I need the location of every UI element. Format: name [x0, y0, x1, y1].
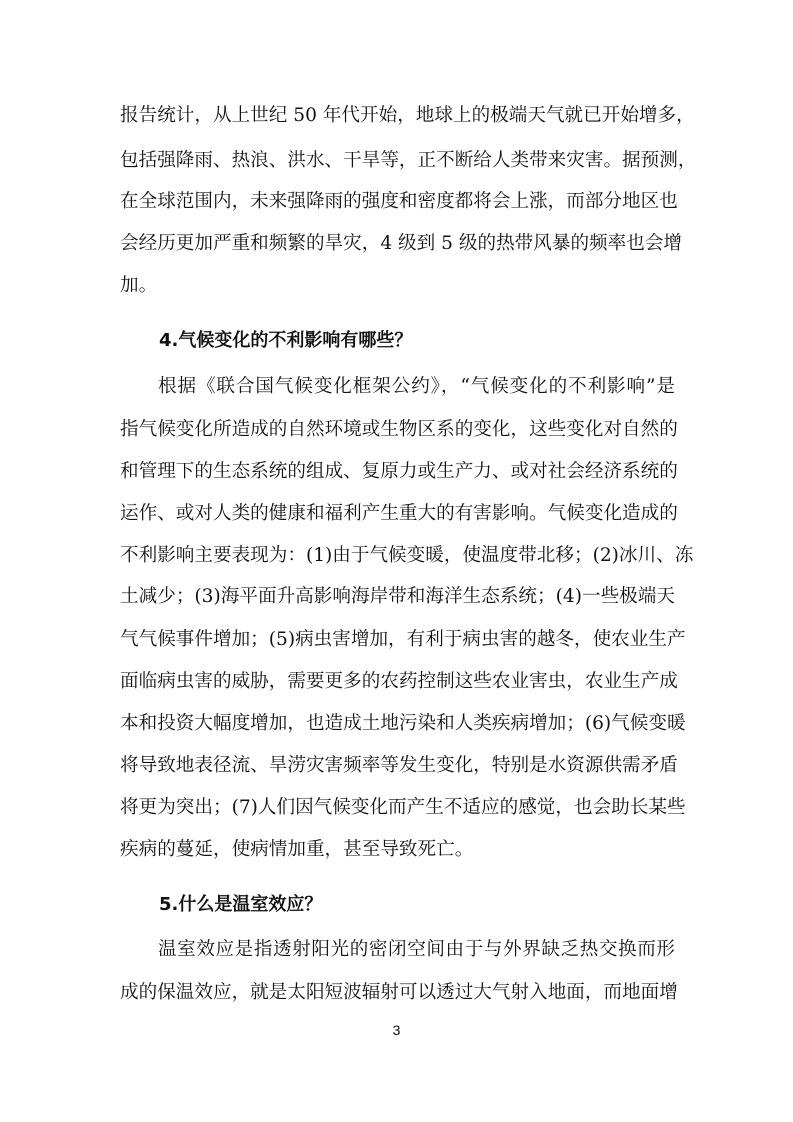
paragraph-line: 疾病的蔓延，使病情加重，甚至导致死亡。	[120, 839, 474, 860]
paragraph-line: 成的保温效应，就是太阳短波辐射可以透过大气射入地面，而地面增	[120, 982, 678, 1003]
section-heading: 5.什么是温室效应？	[159, 894, 323, 915]
paragraph-line: 报告统计，从上世纪 50 年代开始，地球上的极端天气就已开始增多，	[120, 105, 695, 126]
paragraph-line: 面临病虫害的威胁，需要更多的农药控制这些农业害虫，农业生产成	[120, 671, 678, 692]
paragraph-line: 指气候变化所造成的自然环境或生物区系的变化，这些变化对自然的	[120, 419, 678, 440]
paragraph-line: 根据《联合国气候变化框架公约》，“气候变化的不利影响”是	[158, 376, 675, 397]
paragraph-line: 会经历更加严重和频繁的旱灾，4 级到 5 级的热带风暴的频率也会增	[120, 233, 683, 254]
paragraph-line: 和管理下的生态系统的组成、复原力或生产力、或对社会经济系统的	[120, 461, 678, 482]
paragraph-line: 运作、或对人类的健康和福利产生重大的有害影响。气候变化造成的	[120, 503, 678, 524]
paragraph-line: 不利影响主要表现为：(1)由于气候变暖，使温度带北移；(2)冰川、冻	[120, 545, 694, 566]
paragraph-line: 本和投资大幅度增加，也造成土地污染和人类疾病增加；(6)气候变暖	[120, 713, 686, 734]
paragraph-line: 加。	[120, 275, 158, 296]
paragraph-line: 温室效应是指透射阳光的密闭空间由于与外界缺乏热交换而形	[158, 939, 675, 960]
paragraph-line: 将更为突出；(7)人们因气候变化而产生不适应的感觉，也会助长某些	[120, 797, 686, 818]
paragraph-line: 包括强降雨、热浪、洪水、干旱等，正不断给人类带来灾害。据预测，	[120, 150, 697, 171]
paragraph-line: 土减少；(3)海平面升高影响海岸带和海洋生态系统；(4)一些极端天	[120, 586, 675, 607]
paragraph-line: 将导致地表径流、旱涝灾害频率等发生变化，特别是水资源供需矛盾	[120, 755, 678, 776]
page-number: 3	[392, 1022, 401, 1038]
paragraph-line: 在全球范围内，未来强降雨的强度和密度都将会上涨，而部分地区也	[120, 191, 678, 212]
section-heading: 4.气候变化的不利影响有哪些？	[159, 330, 413, 351]
paragraph-line: 气气候事件增加；(5)病虫害增加，有利于病虫害的越冬，使农业生产	[120, 629, 686, 650]
